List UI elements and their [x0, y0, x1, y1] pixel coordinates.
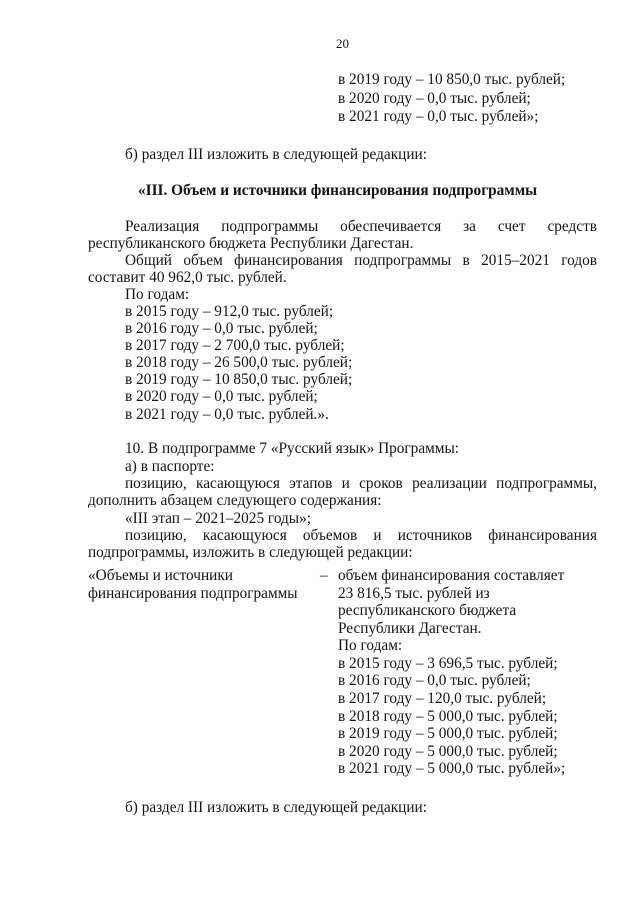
previous-funding-tail	[338, 71, 565, 127]
label-line: «Объемы и источники	[88, 567, 233, 585]
passport-row-value	[338, 567, 565, 778]
funding-year-line: в 2019 году – 10 850,0 тыс. рублей;	[338, 71, 566, 88]
item-title: 10. В подпрограмме 7 «Русский язык» Программы:	[125, 440, 460, 458]
paragraph-line: республиканского бюджета Республики Дагестан.	[88, 234, 414, 252]
value-line: объем финансирования составляет	[338, 567, 565, 585]
paragraph-line: дополнить абзацем следующего содержания:	[88, 492, 382, 510]
paragraph-line: позицию, касающуюся объемов и источников финансирования	[125, 526, 597, 544]
passport-row-label	[88, 567, 316, 602]
by-years-label: По годам:	[125, 285, 190, 303]
page-number: 20	[336, 36, 349, 51]
funding-year-line: в 2017 году – 2 700,0 тыс. рублей;	[125, 337, 345, 355]
funding-year-line: в 2015 году – 3 696,5 тыс. рублей;	[338, 654, 558, 672]
funding-year-line: в 2020 году – 0,0 тыс. рублей;	[338, 89, 531, 107]
item-10	[88, 440, 597, 561]
by-years-label: По годам:	[338, 637, 403, 655]
funding-year-line: в 2019 году – 10 850,0 тыс. рублей;	[125, 371, 353, 389]
section-instruction: б) раздел III изложить в следующей редакции:	[125, 799, 427, 816]
subitem-a: а) в паспорте:	[125, 457, 215, 475]
stage-text: «III этап – 2021–2025 годы»;	[125, 509, 311, 527]
value-line: 23 816,5 тыс. рублей из	[338, 584, 490, 602]
funding-year-line: в 2020 году – 0,0 тыс. рублей;	[125, 388, 318, 406]
paragraph-line: Реализация подпрограммы обеспечивается за счет средств	[125, 217, 597, 235]
funding-year-line: в 2019 году – 5 000,0 тыс. рублей;	[338, 725, 558, 743]
funding-year-line: в 2016 году – 0,0 тыс. рублей;	[125, 320, 318, 338]
paragraph-line: позицию, касающуюся этапов и сроков реализации подпрограммы,	[125, 474, 597, 492]
funding-year-line: в 2021 году – 0,0 тыс. рублей»;	[338, 108, 539, 125]
section-instruction: б) раздел III изложить в следующей редакции:	[125, 146, 427, 163]
row-dash: –	[320, 567, 328, 585]
funding-year-line: в 2017 году – 120,0 тыс. рублей;	[338, 690, 547, 708]
section-heading: «III. Объем и источники финансирования подпрограммы	[138, 182, 538, 199]
value-line: Республики Дагестан.	[338, 619, 482, 637]
funding-year-line: в 2021 году – 5 000,0 тыс. рублей»;	[338, 760, 566, 778]
funding-year-line: в 2021 году – 0,0 тыс. рублей.».	[125, 405, 329, 423]
paragraph-line: Общий объем финансирования подпрограммы в 2015–2021 годов	[125, 251, 597, 269]
funding-year-line: в 2016 году – 0,0 тыс. рублей;	[338, 672, 531, 690]
value-line: республиканского бюджета	[338, 602, 517, 620]
label-line: финансирования подпрограммы	[88, 584, 298, 602]
funding-year-line: в 2020 году – 5 000,0 тыс. рублей;	[338, 742, 558, 760]
funding-year-line: в 2015 году – 912,0 тыс. рублей;	[125, 302, 334, 320]
funding-year-line: в 2018 году – 26 500,0 тыс. рублей;	[125, 354, 353, 372]
section-body	[88, 218, 597, 423]
paragraph-line: подпрограммы, изложить в следующей редакции:	[88, 544, 413, 562]
paragraph-line: составит 40 962,0 тыс. рублей.	[88, 268, 287, 286]
passport-table-row	[88, 567, 597, 779]
funding-year-line: в 2018 году – 5 000,0 тыс. рублей;	[338, 707, 558, 725]
